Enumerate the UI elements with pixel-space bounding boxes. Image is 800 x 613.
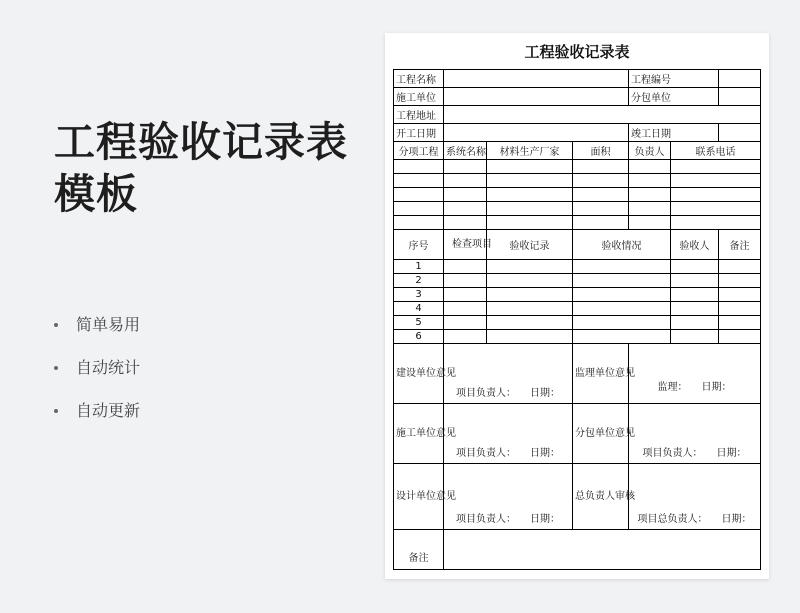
table-cell[interactable]	[573, 160, 629, 174]
table-cell[interactable]	[487, 202, 573, 216]
signer-label: 监理：	[657, 382, 688, 393]
chief-review-label: 总负责人审核	[573, 464, 629, 530]
table-cell[interactable]	[719, 288, 761, 302]
table-cell[interactable]	[487, 160, 573, 174]
column-header: 检查项目	[444, 230, 487, 260]
project-address-label: 工程地址	[394, 106, 444, 124]
row-number: 6	[394, 330, 444, 344]
feature-item	[54, 355, 140, 398]
table-cell[interactable]	[444, 274, 487, 288]
table-cell[interactable]	[444, 260, 487, 274]
table-row	[394, 260, 761, 274]
table-cell[interactable]	[671, 160, 761, 174]
feature-label: 自动更新	[76, 401, 141, 420]
supervisor-opinion-label: 监理单位意见	[573, 344, 629, 404]
table-cell[interactable]	[719, 274, 761, 288]
subcontract-unit-label: 分包单位	[629, 88, 719, 106]
table-row	[394, 70, 761, 88]
table-row	[394, 202, 761, 216]
column-header: 备注	[719, 230, 761, 260]
bullet-dot-icon	[54, 323, 58, 327]
table-cell[interactable]	[487, 260, 573, 274]
opinion-row	[394, 404, 761, 464]
construction-opinion-label: 施工单位意见	[394, 404, 444, 464]
table-cell[interactable]	[629, 188, 671, 202]
table-cell[interactable]	[671, 316, 719, 330]
table-cell[interactable]	[671, 302, 719, 316]
table-cell[interactable]	[394, 160, 444, 174]
table-cell[interactable]	[444, 216, 487, 230]
table-cell[interactable]	[487, 188, 573, 202]
column-header: 面积	[573, 142, 629, 160]
table-cell[interactable]	[671, 188, 761, 202]
construction-opinion-field[interactable]	[444, 404, 573, 464]
design-opinion-label: 设计单位意见	[394, 464, 444, 530]
table-cell[interactable]	[719, 316, 761, 330]
start-date-label: 开工日期	[394, 124, 444, 142]
signer-label: 项目负责人：	[456, 448, 516, 459]
table-cell[interactable]	[394, 202, 444, 216]
table-cell[interactable]	[573, 274, 671, 288]
column-header: 联系电话	[671, 142, 761, 160]
table-cell[interactable]	[487, 274, 573, 288]
project-address-field[interactable]	[444, 106, 761, 124]
date-label: 日期：	[530, 448, 560, 459]
table-cell[interactable]	[444, 288, 487, 302]
project-no-label: 工程编号	[629, 70, 719, 88]
column-header: 分项工程	[394, 142, 444, 160]
opinion-row	[394, 344, 761, 404]
subcontract-opinion-label: 分包单位意见	[573, 404, 629, 464]
table-cell[interactable]	[487, 302, 573, 316]
project-name-field[interactable]	[444, 70, 629, 88]
table-row	[394, 88, 761, 106]
table-cell[interactable]	[444, 188, 487, 202]
table-cell[interactable]	[444, 330, 487, 344]
table-cell[interactable]	[671, 330, 719, 344]
signer-label: 项目负责人：	[456, 514, 516, 525]
table-cell[interactable]	[719, 330, 761, 344]
table-row	[394, 302, 761, 316]
table-row	[394, 216, 761, 230]
subcontract-opinion-field[interactable]	[629, 404, 761, 464]
design-opinion-field[interactable]	[444, 464, 573, 530]
table-cell[interactable]	[671, 274, 719, 288]
start-date-field[interactable]	[444, 124, 629, 142]
column-header: 材料生产厂家	[487, 142, 573, 160]
table-row	[394, 106, 761, 124]
chief-review-field[interactable]	[629, 464, 761, 530]
table-cell[interactable]	[573, 216, 629, 230]
table-header-row	[394, 230, 761, 260]
table-cell[interactable]	[573, 188, 629, 202]
table-cell[interactable]	[444, 160, 487, 174]
table-cell[interactable]	[444, 302, 487, 316]
date-label: 日期：	[530, 514, 560, 525]
feature-list	[54, 312, 140, 441]
column-header: 验收记录	[487, 230, 573, 260]
table-cell[interactable]	[573, 260, 671, 274]
subcontract-unit-field[interactable]	[719, 88, 761, 106]
row-number: 2	[394, 274, 444, 288]
row-number: 5	[394, 316, 444, 330]
table-cell[interactable]	[487, 216, 573, 230]
table-cell[interactable]	[444, 316, 487, 330]
table-row	[394, 188, 761, 202]
table-cell[interactable]	[629, 174, 671, 188]
table-cell[interactable]	[629, 216, 671, 230]
table-cell[interactable]	[671, 174, 761, 188]
row-number: 1	[394, 260, 444, 274]
table-cell[interactable]	[671, 202, 761, 216]
table-cell[interactable]	[487, 288, 573, 302]
remark-row	[394, 530, 761, 570]
table-cell[interactable]	[394, 216, 444, 230]
signer-label: 项目负责人：	[456, 388, 516, 399]
bullet-dot-icon	[54, 409, 58, 413]
table-row	[394, 288, 761, 302]
table-row	[394, 274, 761, 288]
table-cell[interactable]	[573, 302, 671, 316]
table-cell[interactable]	[573, 316, 671, 330]
table-cell[interactable]	[629, 160, 671, 174]
table-cell[interactable]	[719, 260, 761, 274]
page-title: 工程验收记录表模板	[54, 118, 348, 218]
table-cell[interactable]	[444, 202, 487, 216]
table-cell[interactable]	[394, 174, 444, 188]
table-cell[interactable]	[573, 174, 629, 188]
table-cell[interactable]	[671, 260, 719, 274]
table-cell[interactable]	[487, 330, 573, 344]
date-label: 日期：	[721, 514, 752, 525]
table-cell[interactable]	[573, 330, 671, 344]
table-cell[interactable]	[487, 174, 573, 188]
table-cell[interactable]	[671, 216, 761, 230]
table-cell[interactable]	[671, 288, 719, 302]
supervisor-opinion-field[interactable]	[629, 344, 761, 404]
feature-item	[54, 398, 140, 441]
feature-item	[54, 312, 140, 355]
table-cell[interactable]	[719, 302, 761, 316]
column-header: 序号	[394, 230, 444, 260]
table-row	[394, 316, 761, 330]
table-cell[interactable]	[487, 316, 573, 330]
column-header: 负责人	[629, 142, 671, 160]
table-cell[interactable]	[629, 202, 671, 216]
column-header: 验收人	[671, 230, 719, 260]
feature-label: 简单易用	[76, 315, 141, 334]
sheet-title: 工程验收记录表	[524, 43, 630, 61]
row-number: 4	[394, 302, 444, 316]
builder-opinion-label: 建设单位意见	[394, 344, 444, 404]
construction-unit-label: 施工单位	[394, 88, 444, 106]
remark-label: 备注	[394, 530, 444, 570]
table-header-row	[394, 142, 761, 160]
acceptance-table	[393, 69, 761, 570]
signer-label: 项目负责人：	[642, 448, 703, 459]
feature-label: 自动统计	[76, 358, 141, 377]
completion-date-label: 竣工日期	[629, 124, 719, 142]
table-row	[394, 160, 761, 174]
row-number: 3	[394, 288, 444, 302]
builder-opinion-field[interactable]	[444, 344, 573, 404]
opinion-row	[394, 464, 761, 530]
table-row	[394, 330, 761, 344]
date-label: 日期：	[716, 448, 747, 459]
construction-unit-field[interactable]	[444, 88, 629, 106]
column-header: 验收情况	[573, 230, 671, 260]
remark-field[interactable]	[444, 530, 761, 570]
project-no-field[interactable]	[719, 70, 761, 88]
table-row	[394, 174, 761, 188]
column-header: 系统名称	[444, 142, 487, 160]
bullet-dot-icon	[54, 366, 58, 370]
table-cell[interactable]	[573, 202, 629, 216]
table-cell[interactable]	[394, 188, 444, 202]
project-name-label: 工程名称	[394, 70, 444, 88]
date-label: 日期：	[530, 388, 560, 399]
completion-date-field[interactable]	[719, 124, 761, 142]
date-label: 日期：	[701, 382, 732, 393]
document-preview	[385, 33, 769, 579]
table-row	[394, 124, 761, 142]
table-cell[interactable]	[573, 288, 671, 302]
signer-label: 项目总负责人：	[637, 514, 708, 525]
table-cell[interactable]	[444, 174, 487, 188]
